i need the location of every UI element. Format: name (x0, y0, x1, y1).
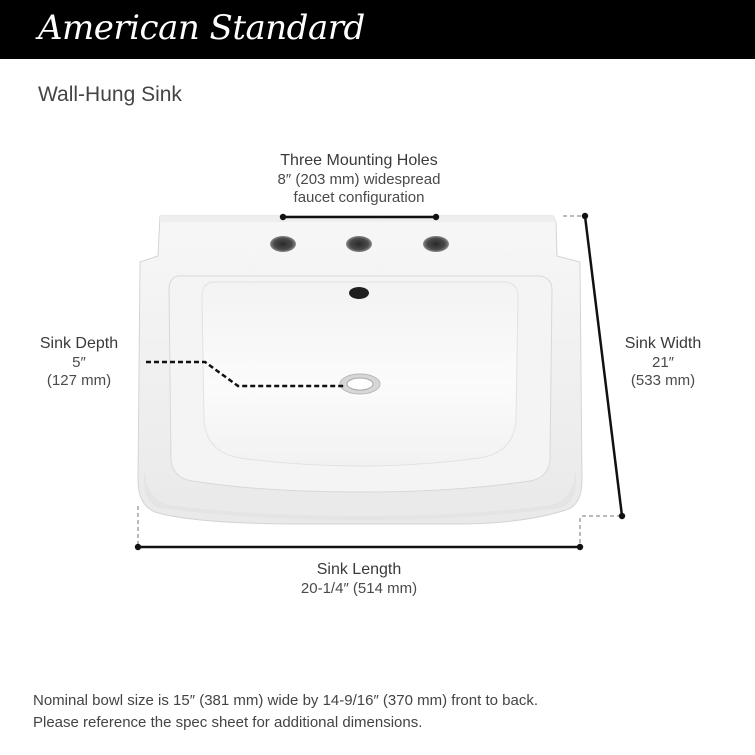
overflow-hole (349, 287, 369, 299)
sink-depth-title: Sink Depth (39, 335, 119, 352)
sink-length-callout (259, 561, 459, 598)
faucet-hole-right (423, 236, 449, 252)
footer-note (33, 690, 538, 734)
sink-length-value: 20-1/4″ (514 mm) (300, 579, 418, 597)
sink-width-mm: (533 mm) (630, 372, 696, 389)
sink-width-callout (603, 335, 723, 391)
footer-spec-reference: Please reference the spec sheet for additional dimensions. (33, 714, 423, 731)
sink-width-inches: 21″ (652, 353, 674, 371)
mounting-holes-callout (229, 152, 489, 208)
faucet-hole-left (270, 236, 296, 252)
mounting-holes-config: faucet configuration (293, 189, 425, 206)
mounting-holes-spec: 8″ (203 mm) widespread (277, 170, 441, 188)
page-title: Wall-Hung Sink (38, 83, 182, 106)
sink-body (138, 216, 582, 524)
footer-bowl-size: Nominal bowl size is 15″ (381 mm) wide by 14-9/16″ (370 mm) front to back. (33, 692, 538, 709)
faucet-hole-center (346, 236, 372, 252)
mounting-holes-title: Three Mounting Holes (280, 152, 438, 169)
drain (340, 374, 380, 394)
sink-width-title: Sink Width (624, 335, 702, 352)
sink-depth-inches: 5″ (72, 353, 86, 371)
sink-depth-mm: (127 mm) (46, 372, 112, 389)
sink-depth-callout (19, 335, 139, 391)
sink-length-title: Sink Length (316, 561, 402, 578)
brand-logo: American Standard (38, 8, 365, 48)
